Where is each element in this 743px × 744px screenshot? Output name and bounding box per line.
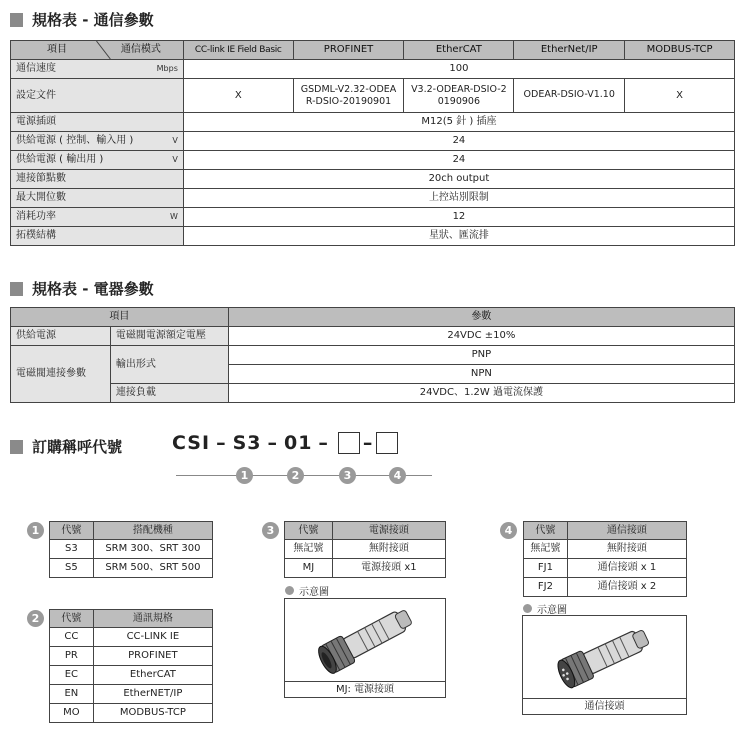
option-table-3: 代號 電源接頭 無記號 無附接頭 MJ 電源接頭 x1	[284, 521, 446, 578]
title-bar-icon	[10, 13, 23, 27]
supply-sub-label: 電磁閥電源額定電壓	[110, 327, 228, 346]
output-label: 輸出形式	[110, 346, 228, 384]
communication-spec-table	[10, 40, 735, 246]
cell-value: X	[183, 79, 293, 113]
row-label: 供給電源 ( 輸出用 ) V	[11, 151, 184, 170]
diagram-note-3: 示意圖	[285, 583, 329, 598]
section-title-communication: 規格表 - 通信參數	[10, 9, 154, 30]
row-value: 24	[183, 132, 734, 151]
supply-label: 供給電源	[11, 327, 111, 346]
option-table-4: 代號 通信接頭 無記號 無附接頭 FJ1 通信接頭 x 1 FJ2 通信接頭 x 2	[523, 521, 687, 597]
row-label: 消耗功率 W	[11, 208, 184, 227]
power-connector-image	[284, 598, 446, 698]
power-connector-icon	[285, 599, 445, 681]
code-circle-2: 2	[287, 467, 304, 484]
title-bar-icon	[10, 282, 23, 296]
row-label: 連接節點數	[11, 170, 184, 189]
header-ethercat: EtherCAT	[404, 41, 514, 60]
option-table-1: 代號 搭配機種 S3 SRM 300、SRT 300 S5 SRM 500、SRT 500	[49, 521, 213, 578]
comm-connector-caption: 通信接頭	[523, 698, 686, 714]
title-bar-icon	[10, 440, 23, 454]
cell-value: ODEAR-DSIO-V1.10	[514, 79, 625, 113]
row-value: 12	[183, 208, 734, 227]
power-connector-caption: MJ: 電源接頭	[285, 681, 445, 697]
header-item-mode: 項目 通信模式	[11, 41, 184, 60]
option-number-3: 3	[262, 522, 279, 539]
header-item: 項目	[11, 308, 229, 327]
header-profinet: PROFINET	[293, 41, 404, 60]
conn-label: 電磁閥連接參數	[11, 346, 111, 403]
comm-connector-icon	[523, 616, 686, 698]
cell-value: GSDML-V2.32-ODEAR-DSIO-20190901	[293, 79, 404, 113]
code-slot-box	[338, 432, 360, 454]
comm-connector-image	[522, 615, 687, 715]
bullet-dot-icon	[523, 604, 532, 613]
load-value: 24VDC、1.2W 過電流保護	[228, 384, 734, 403]
row-value: 24	[183, 151, 734, 170]
option-number-1: 1	[27, 522, 44, 539]
code-circle-4: 4	[389, 467, 406, 484]
row-value: 星狀、匯流排	[183, 227, 734, 246]
row-label: 供給電源 ( 控制、輸入用 ) V	[11, 132, 184, 151]
row-label: 通信速度 Mbps	[11, 60, 184, 79]
row-value: 20ch output	[183, 170, 734, 189]
row-label: 設定文件	[11, 79, 184, 113]
header-param: 參數	[228, 308, 734, 327]
code-circle-3: 3	[339, 467, 356, 484]
order-code-title: 訂購稱呼代號	[10, 436, 122, 457]
output-value-npn: NPN	[228, 365, 734, 384]
header-cc-link: CC-link IE Field Basic	[183, 41, 293, 60]
header-modbus-tcp: MODBUS-TCP	[625, 41, 735, 60]
row-label: 電源插頭	[11, 113, 184, 132]
row-label: 拓樸結構	[11, 227, 184, 246]
supply-value: 24VDC ±10%	[228, 327, 734, 346]
row-value: 上控站別限制	[183, 189, 734, 208]
electrical-spec-table	[10, 307, 735, 403]
header-ethernet-ip: EtherNet/IP	[514, 41, 625, 60]
cell-value: X	[625, 79, 735, 113]
row-value: M12(5 針 ) 插座	[183, 113, 734, 132]
code-circle-1: 1	[236, 467, 253, 484]
option-number-2: 2	[27, 610, 44, 627]
section-title-electrical: 規格表 - 電器參數	[10, 278, 154, 299]
row-value: 100	[183, 60, 734, 79]
load-label: 連接負載	[110, 384, 228, 403]
order-code: CSI – S3 – 01 – –	[172, 432, 401, 454]
row-label: 最大開位數	[11, 189, 184, 208]
bullet-dot-icon	[285, 586, 294, 595]
option-table-2: 代號 通訊規格 CC CC-LINK IE PR PROFINET EC EtherCAT EN EtherNET/IP MO MODBUS-TCP	[49, 609, 213, 723]
cell-value: V3.2-ODEAR-DSIO-20190906	[404, 79, 514, 113]
output-value-pnp: PNP	[228, 346, 734, 365]
diagram-note-4: 示意圖	[523, 601, 567, 616]
code-slot-box	[376, 432, 398, 454]
option-number-4: 4	[500, 522, 517, 539]
